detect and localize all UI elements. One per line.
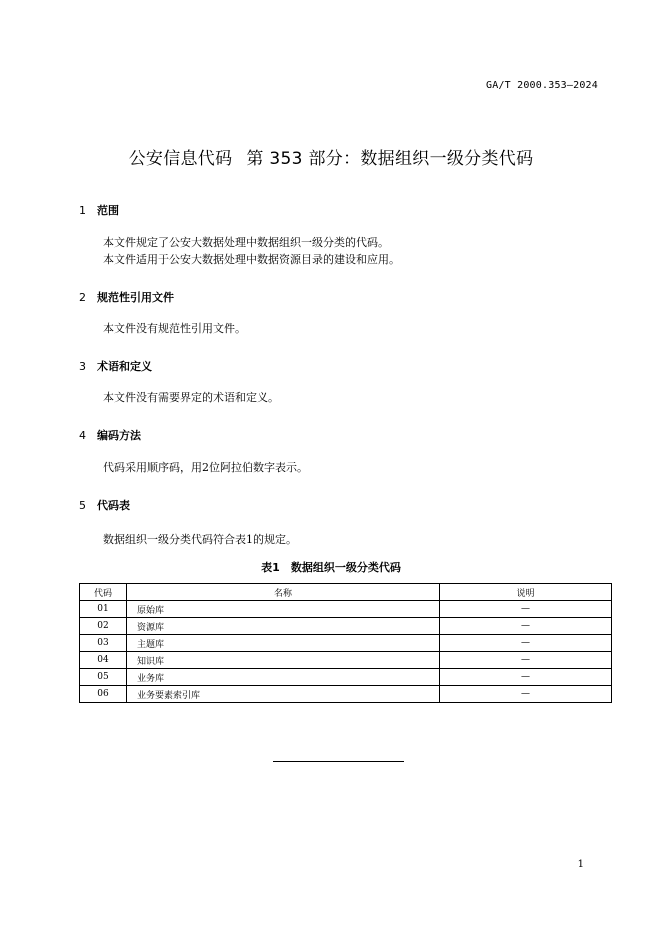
- section-number: 4: [79, 429, 86, 442]
- cell-code: 06: [80, 686, 127, 703]
- section-heading-1: [79, 202, 119, 218]
- cell-name: 知识库: [127, 652, 440, 669]
- table-row: [80, 635, 612, 652]
- cell-code: 02: [80, 618, 127, 635]
- section-heading-5: [79, 497, 130, 513]
- section-number: 2: [79, 291, 86, 304]
- table-caption: 表1 数据组织一级分类代码: [261, 561, 401, 574]
- section-heading-4: [79, 427, 141, 443]
- title-part-1: 公安信息代码: [128, 149, 233, 169]
- end-of-document-rule: [273, 761, 404, 762]
- section-heading-3: [79, 358, 152, 374]
- section-title: 规范性引用文件: [97, 291, 174, 304]
- cell-name: 业务要素索引库: [127, 686, 440, 703]
- cell-code: 01: [80, 601, 127, 618]
- document-title: [0, 144, 662, 169]
- section-number: 5: [79, 499, 86, 512]
- classification-code-table: [79, 583, 612, 703]
- table-header-row: [80, 584, 612, 601]
- page-number: 1: [577, 859, 584, 870]
- cell-name: 业务库: [127, 669, 440, 686]
- cell-name: 资源库: [127, 618, 440, 635]
- section-title: 编码方法: [97, 429, 141, 442]
- header-description: 说明: [440, 584, 612, 601]
- section-title: 范围: [97, 204, 119, 217]
- cell-description: —: [440, 669, 612, 686]
- section-4-paragraph-1: 代码采用顺序码，用2位阿拉伯数字表示。: [103, 461, 308, 474]
- table-row: [80, 669, 612, 686]
- cell-description: —: [440, 686, 612, 703]
- section-1-paragraph-1: 本文件规定了公安大数据处理中数据组织一级分类的代码。: [103, 236, 389, 249]
- title-part-2: 第 353 部分：数据组织一级分类代码: [246, 149, 534, 169]
- cell-description: —: [440, 601, 612, 618]
- cell-name: 原始库: [127, 601, 440, 618]
- cell-description: —: [440, 652, 612, 669]
- cell-description: —: [440, 635, 612, 652]
- table-row: [80, 652, 612, 669]
- header-name: 名称: [127, 584, 440, 601]
- section-number: 3: [79, 360, 86, 373]
- cell-code: 04: [80, 652, 127, 669]
- table-row: [80, 686, 612, 703]
- cell-name: 主题库: [127, 635, 440, 652]
- section-5-paragraph-1: 数据组织一级分类代码符合表1的规定。: [103, 533, 297, 546]
- cell-code: 03: [80, 635, 127, 652]
- header-code: 代码: [80, 584, 127, 601]
- table-row: [80, 601, 612, 618]
- section-title: 术语和定义: [97, 360, 152, 373]
- section-2-paragraph-1: 本文件没有规范性引用文件。: [103, 322, 246, 335]
- standard-code: GA/T 2000.353—2024: [486, 80, 598, 91]
- section-1-paragraph-2: 本文件适用于公安大数据处理中数据资源目录的建设和应用。: [103, 253, 400, 266]
- cell-code: 05: [80, 669, 127, 686]
- cell-description: —: [440, 618, 612, 635]
- section-heading-2: [79, 289, 174, 305]
- section-title: 代码表: [97, 499, 130, 512]
- table-row: [80, 618, 612, 635]
- section-3-paragraph-1: 本文件没有需要界定的术语和定义。: [103, 391, 279, 404]
- section-number: 1: [79, 204, 86, 217]
